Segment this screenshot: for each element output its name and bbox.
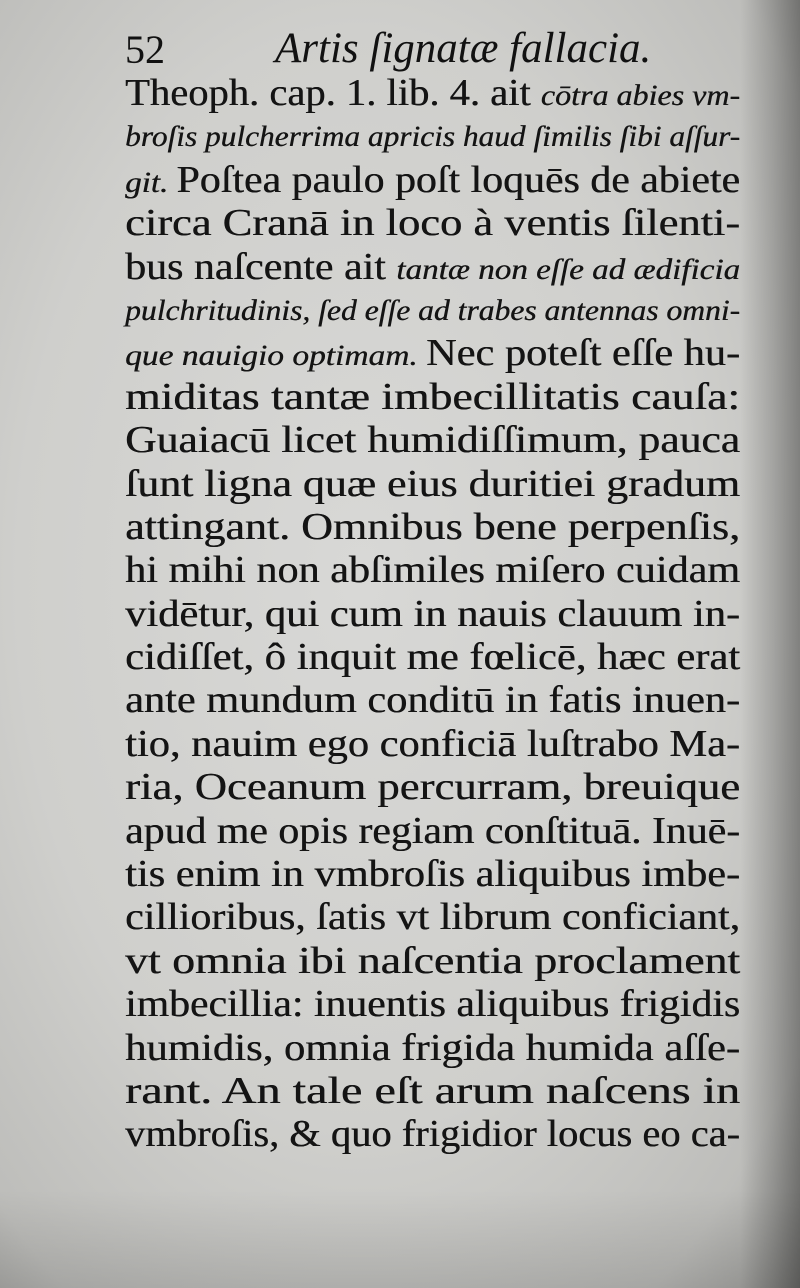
roman-text: cillioribus, ſatis vt librum conficiant, <box>125 896 740 939</box>
italic-text: cōtra abies vm- <box>540 79 740 112</box>
roman-text: hi mihi non abſimiles miſero cuidam <box>125 549 740 592</box>
italic-text: broſis pulcherrima apricis haud ſimilis ſibi aſſur- <box>125 120 740 154</box>
text-line <box>125 376 765 419</box>
text-line <box>125 593 765 636</box>
text-line <box>125 159 765 202</box>
text-line <box>125 679 765 722</box>
running-title: Artis ſignatæ fallacia. <box>275 25 652 72</box>
roman-text: ante mundum conditū in fatis inuen- <box>125 679 740 722</box>
italic-text: pulchritudinis, ſed eſſe ad trabes antennas omni- <box>125 293 741 327</box>
italic-text: que nauigio optimam. <box>125 339 426 373</box>
text-line <box>125 506 765 549</box>
roman-text: vmbroſis, & quo frigidior locus eo ca- <box>125 1113 740 1156</box>
page-header <box>125 18 725 78</box>
page-number: 52 <box>125 27 165 72</box>
roman-text: imbecillia: inuentis aliquibus frigidis <box>125 983 741 1026</box>
roman-text: Poſtea paulo poſt loquēs de abiete <box>176 158 740 201</box>
roman-text: vidētur, qui cum in nauis clauum in- <box>125 592 741 635</box>
text-line <box>125 202 765 245</box>
roman-text: Theoph. cap. 1. lib. 4. ait <box>125 72 541 114</box>
text-line <box>125 896 765 939</box>
roman-text: apud me opis regiam conſtituā. Inuē- <box>125 809 740 852</box>
roman-text: Guaiacū licet humidiſſimum, pauca <box>125 419 740 462</box>
text-line <box>125 636 765 679</box>
text-line <box>125 766 765 809</box>
text-line <box>125 1070 765 1113</box>
text-line <box>125 549 765 592</box>
roman-text: rant. An tale eſt arum naſcens in <box>125 1069 740 1112</box>
text-line <box>125 332 765 375</box>
roman-text: tis enim in vmbroſis aliquibus imbe- <box>125 853 740 896</box>
text-line <box>125 246 765 289</box>
roman-text: ria, Oceanum percurram, breuique <box>125 766 740 809</box>
text-line <box>125 419 765 462</box>
bleed-through <box>300 1205 720 1245</box>
roman-text: ſunt ligna quæ eius duritiei gradum <box>125 462 740 505</box>
roman-text: miditas tantæ imbecillitatis cauſa: <box>125 375 740 418</box>
roman-text: circa Cranā in loco à ventis ſilenti- <box>125 202 740 245</box>
text-line <box>125 463 765 506</box>
roman-text: tio, nauim ego conficiā luſtrabo Ma- <box>125 722 740 765</box>
text-line <box>125 1113 765 1156</box>
body-text <box>125 72 765 1157</box>
roman-text: attingant. Omnibus bene perpenſis, <box>125 505 740 548</box>
text-line <box>125 289 765 332</box>
roman-text: cidiſſet, ô inquit me fœlicē, hæc erat <box>125 636 740 679</box>
text-line <box>125 115 765 158</box>
text-line <box>125 853 765 896</box>
text-line <box>125 1027 765 1070</box>
text-line <box>125 983 765 1026</box>
text-line <box>125 810 765 853</box>
italic-text: tantæ non eſſe ad ædificia <box>396 252 740 286</box>
italic-text: git. <box>125 165 177 199</box>
roman-text: Nec poteſt eſſe hu- <box>425 332 740 375</box>
text-line <box>125 940 765 983</box>
roman-text: vt omnia ibi naſcentia proclament <box>125 939 740 982</box>
text-line <box>125 72 765 115</box>
roman-text: bus naſcente ait <box>125 245 397 288</box>
roman-text: humidis, omnia frigida humida aſſe- <box>125 1026 740 1069</box>
text-line <box>125 723 765 766</box>
